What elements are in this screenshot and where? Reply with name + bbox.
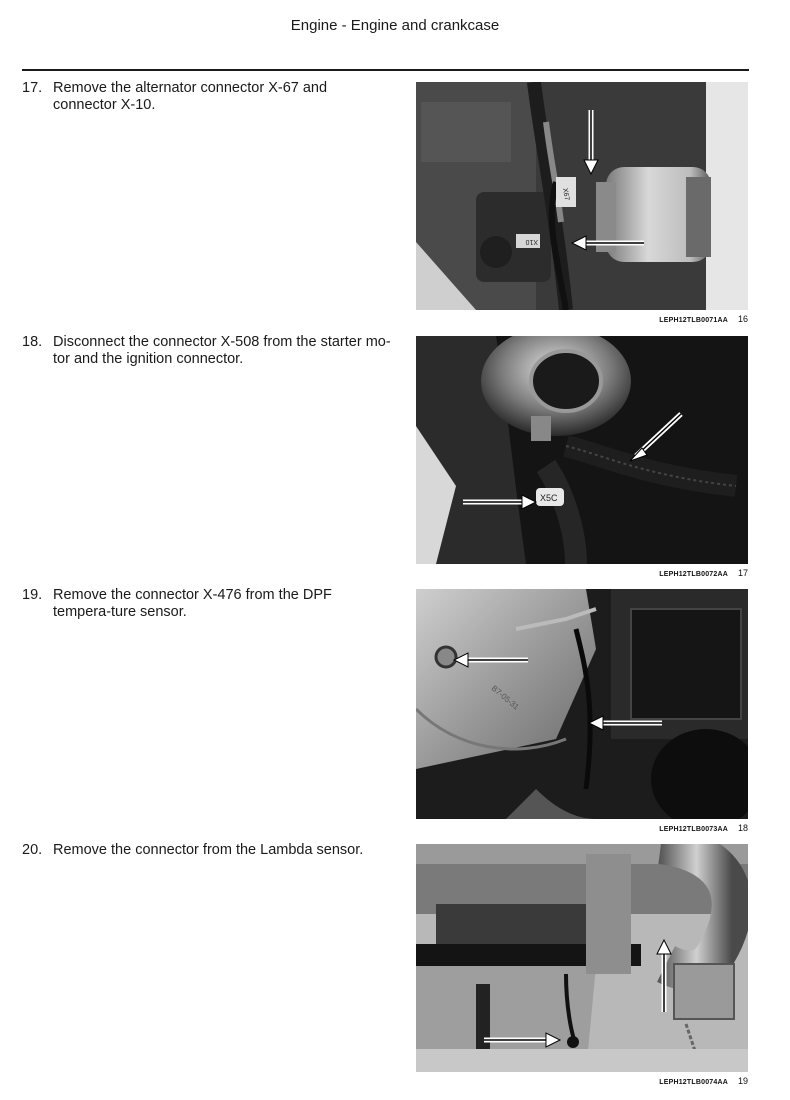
step-text: Disconnect the connector X-508 from the starter mo-tor and the ignition connector. xyxy=(53,334,391,367)
step-17 xyxy=(22,80,392,114)
figure-caption xyxy=(659,314,748,324)
step-19 xyxy=(22,587,392,621)
figure-code: LEPH12TLB0071AA xyxy=(659,317,728,324)
figure-caption xyxy=(659,568,748,578)
step-text: Remove the alternator connector X-67 and connector X-10. xyxy=(53,80,328,113)
figure-16 xyxy=(416,82,748,324)
label-x67: X67 xyxy=(561,187,571,202)
figure-code: LEPH12TLB0073AA xyxy=(659,826,728,833)
figure-number: 17 xyxy=(737,568,748,578)
figure-number: 18 xyxy=(737,823,748,833)
figure-19 xyxy=(416,844,748,1086)
figure-17 xyxy=(416,336,748,578)
label-x5c: X5C xyxy=(540,493,558,503)
dpf-sensor-photo xyxy=(416,589,748,819)
label-x10: X10 xyxy=(525,238,538,245)
figure-code: LEPH12TLB0072AA xyxy=(659,571,728,578)
header-rule xyxy=(22,69,749,71)
lambda-sensor-photo xyxy=(416,844,748,1072)
figure-number: 16 xyxy=(737,314,748,324)
step-18 xyxy=(22,334,392,368)
step-number: 19. xyxy=(22,587,43,603)
starter-motor-photo xyxy=(416,336,748,564)
figure-caption xyxy=(659,1076,748,1086)
step-text: Remove the connector X-476 from the DPF tempera-ture sensor. xyxy=(53,587,332,620)
step-20 xyxy=(22,842,392,859)
step-text: Remove the connector from the Lambda sensor. xyxy=(53,842,364,858)
figure-18 xyxy=(416,589,748,833)
figure-caption xyxy=(659,823,748,833)
step-number: 20. xyxy=(22,842,43,858)
step-number: 18. xyxy=(22,334,43,350)
label-b7: B7-05-31 xyxy=(489,683,521,712)
figure-code: LEPH12TLB0074AA xyxy=(659,1079,728,1086)
step-number: 17. xyxy=(22,80,43,96)
alternator-photo xyxy=(416,82,748,310)
figure-number: 19 xyxy=(737,1076,748,1086)
page-header: Engine - Engine and crankcase xyxy=(290,17,500,34)
